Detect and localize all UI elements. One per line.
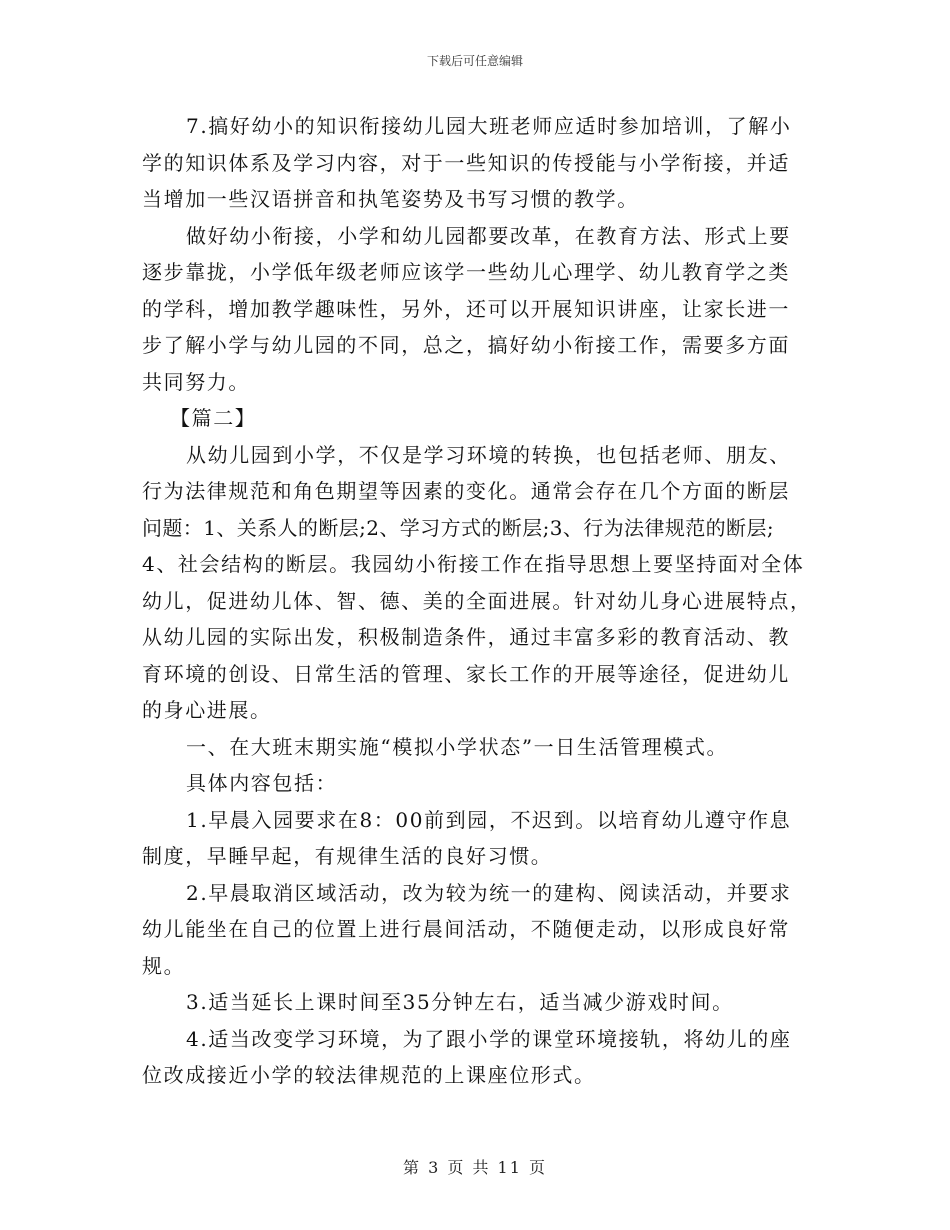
paragraph-line: 制度，早睡早起，有规律生活的良好习惯。 xyxy=(142,844,553,868)
paragraph-line: 从幼儿园的实际出发，积极制造条件，通过丰富多彩的教育活动、教 xyxy=(142,625,790,649)
paragraph-line: 逐步靠拢，小学低年级老师应该学一些幼儿心理学、幼儿教育学之类 xyxy=(142,260,790,284)
paragraph-line: 行为法律规范和角色期望等因素的变化。通常会存在几个方面的断层 xyxy=(142,479,790,503)
paragraph-line: 1.早晨入园要求在8：00前到园，不迟到。以培育幼儿遵守作息 xyxy=(186,807,792,832)
paragraph-line: 学的知识体系及学习内容，对于一些知识的传授能与小学衔接，并适 xyxy=(142,150,790,175)
paragraph-line: 具体内容包括： xyxy=(186,771,338,795)
paragraph-line: 的学科，增加教学趣味性，另外，还可以开展知识讲座，让家长进一 xyxy=(142,296,790,321)
section-heading: 【篇二】 xyxy=(170,406,257,430)
paragraph-line: 一、在大班末期实施“模拟小学状态”一日生活管理模式。 xyxy=(186,734,729,759)
page-number: 第 3 页 共 11 页 xyxy=(403,1158,547,1177)
paragraph-line: 规。 xyxy=(142,953,186,978)
paragraph-line: 2.早晨取消区域活动，改为较为统一的建构、阅读活动，并要求 xyxy=(186,880,792,905)
paragraph-line: 做好幼小衔接，小学和幼儿园都要改革，在教育方法、形式上要 xyxy=(186,223,791,248)
paragraph-line: 位改成接近小学的较法律规范的上课座位形式。 xyxy=(142,1063,596,1087)
paragraph-line: 幼儿能坐在自己的位置上进行晨间活动，不随便走动，以形成良好常 xyxy=(142,917,790,941)
paragraph-line: 育环境的创设、日常生活的管理、家长工作的开展等途径，促进幼儿 xyxy=(142,661,790,686)
document-body xyxy=(142,108,814,1094)
paragraph-line: 问题：1、关系人的断层;2、学习方式的断层;3、行为法律规范的断层; xyxy=(142,515,774,540)
paragraph-line: 幼儿，促进幼儿体、智、德、美的全面进展。针对幼儿身心进展特点， xyxy=(142,588,812,613)
paragraph-line: 共同努力。 xyxy=(142,369,250,394)
paragraph-line: 从幼儿园到小学，不仅是学习环境的转换，也包括老师、朋友、 xyxy=(186,442,791,467)
paragraph-line: 当增加一些汉语拼音和执笔姿势及书写习惯的教学。 xyxy=(142,187,639,211)
paragraph-line: 3.适当延长上课时间至35分钟左右，适当减少游戏时间。 xyxy=(186,990,734,1014)
paragraph-line: 7.搞好幼小的知识衔接幼儿园大班老师应适时参加培训，了解小 xyxy=(186,114,792,138)
paragraph-line: 4、社会结构的断层。我园幼小衔接工作在指导思想上要坚持面对全体 xyxy=(142,552,805,576)
paragraph-line: 4.适当改变学习环境，为了跟小学的课堂环境接轨，将幼儿的座 xyxy=(186,1026,792,1051)
paragraph-line: 步了解小学与幼儿园的不同，总之，搞好幼小衔接工作，需要多方面 xyxy=(142,333,790,357)
page-header: 下载后可任意编辑 xyxy=(426,54,523,68)
paragraph-line: 的身心进展。 xyxy=(142,698,272,722)
